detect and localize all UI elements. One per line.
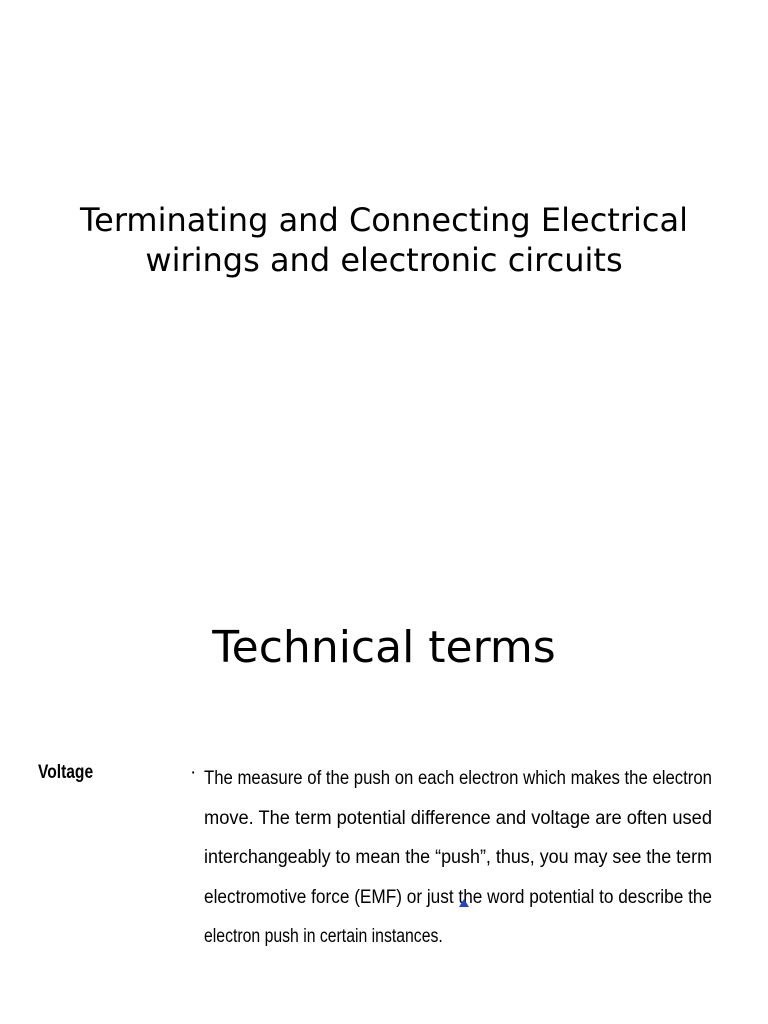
bullet-marker: ·: [190, 762, 197, 783]
definition-line-4: electromotive force (EMF) or just the word potential to describe the: [204, 886, 712, 908]
slide-title-line-1: Terminating and Connecting Electrical: [80, 201, 688, 239]
definition-line-5: electron push in certain instances.: [204, 926, 443, 947]
slide-title-line-2: wirings and electronic circuits: [145, 241, 623, 279]
text-cursor-marker-icon: [459, 899, 469, 907]
section-heading: Technical terms: [212, 622, 556, 673]
slide-title: [0, 200, 768, 280]
definition-line-2: move. The term potential difference and voltage are often used: [204, 807, 712, 829]
term-label-voltage: Voltage: [38, 762, 94, 783]
term-definition-voltage: [204, 759, 712, 957]
definition-line-1: The measure of the push on each electron which makes the electron: [204, 768, 712, 789]
definition-line-3: interchangeably to mean the “push”, thus, you may see the term: [204, 847, 712, 868]
